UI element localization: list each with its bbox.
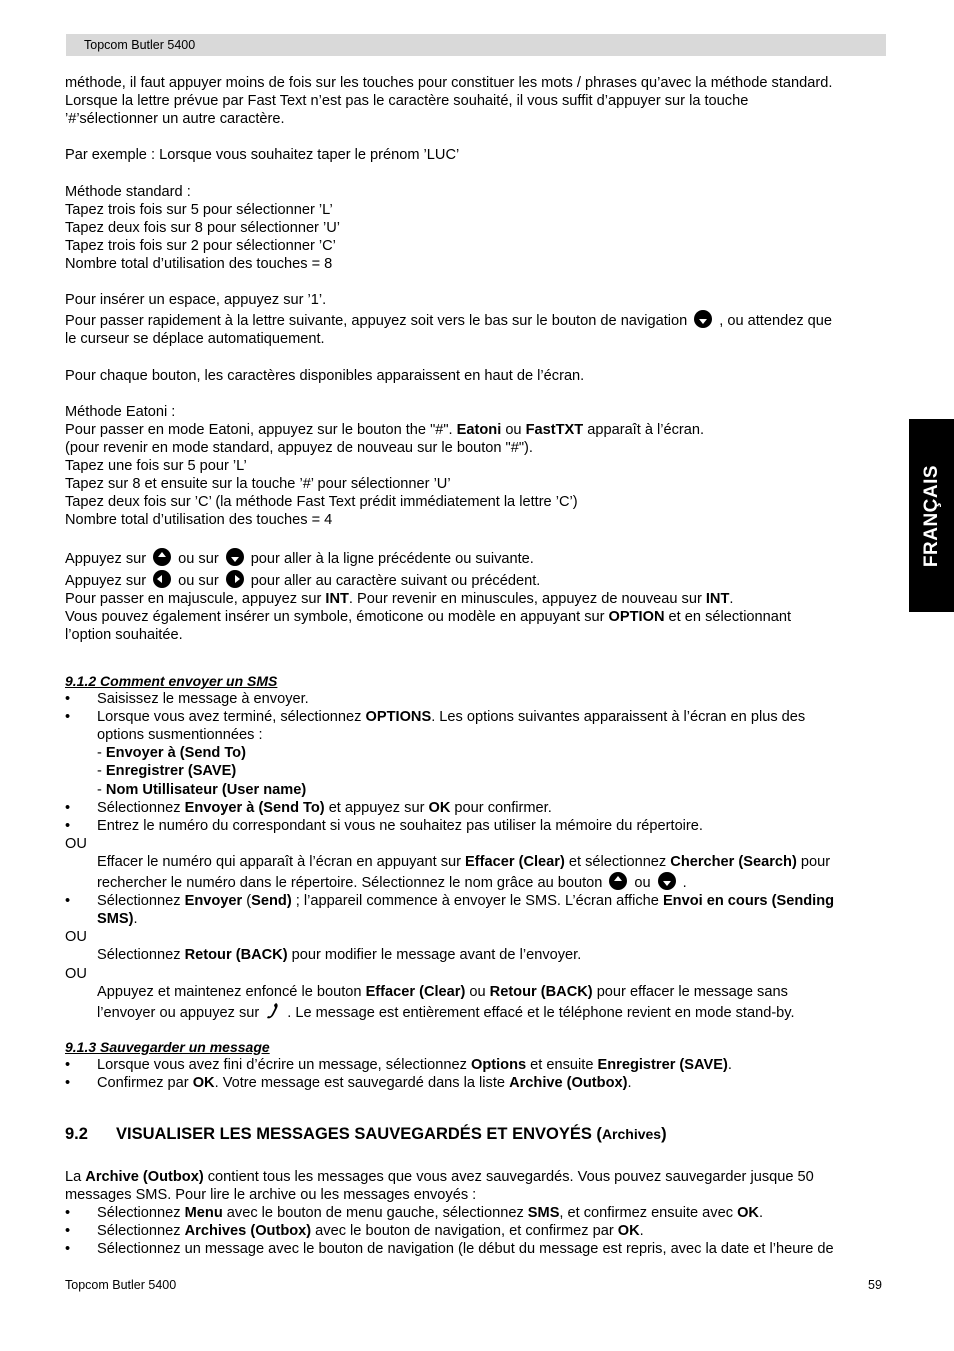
nav-up-icon bbox=[152, 547, 172, 567]
text-line: Sélectionnez Retour (BACK) pour modifier le message avant de l’envoyer. bbox=[97, 947, 582, 964]
list-item: • Sélectionnez Envoyer (Send) ; l’appareil commence à envoyer le SMS. L’écran affiche Envoi en cours (Sending bbox=[65, 893, 835, 910]
list-item: • Sélectionnez Envoyer à (Send To) et appuyez sur OK pour confirmer. bbox=[65, 799, 552, 816]
text-line: Vous pouvez également insérer un symbole, émoticone ou modèle en appuyant sur OPTION et en sélectionnant bbox=[65, 608, 792, 625]
text-line: Lorsque la lettre prévue par Fast Text n’est pas le caractère souhaité, il vous suffit d’appuyer sur la touche bbox=[65, 93, 749, 110]
list-item: • Lorsque vous avez terminé, sélectionnez OPTIONS. Les options suivantes apparaissent à l’écran en plus des bbox=[65, 709, 806, 726]
nav-down-icon bbox=[657, 871, 677, 891]
text-line: Tapez deux fois sur ’C’ (la méthode Fast Text prédit immédiatement la lettre ’C’) bbox=[65, 494, 578, 511]
text-line: Pour passer en majuscule, appuyez sur INT. Pour revenir en minuscules, appuyez de nouveau sur INT. bbox=[65, 590, 734, 607]
list-item: • Sélectionnez Archives (Outbox) avec le bouton de navigation, et confirmez par OK. bbox=[65, 1223, 644, 1240]
text-line: Nombre total d’utilisation des touches = 4 bbox=[65, 512, 333, 529]
nav-right-icon bbox=[225, 569, 245, 589]
section-heading-913: 9.1.3 Sauvegarder un message bbox=[65, 1038, 270, 1055]
text-line: Appuyez et maintenez enfoncé le bouton Effacer (Clear) ou Retour (BACK) pour effacer le message sans bbox=[97, 983, 788, 1000]
text-line: Pour passer en mode Eatoni, appuyez sur le bouton the "#". Eatoni ou FastTXT apparaît à l’écran. bbox=[65, 421, 705, 438]
text-line: OU bbox=[65, 965, 87, 982]
nav-up-icon bbox=[608, 871, 628, 891]
option-item: - Nom Utillisateur (User name) bbox=[97, 781, 307, 798]
page-number: 59 bbox=[868, 1278, 882, 1292]
text-line: Tapez sur 8 et ensuite sur la touche ’#’ pour sélectionner ’U’ bbox=[65, 476, 451, 493]
list-item: • Lorsque vous avez fini d’écrire un message, sélectionnez Options et ensuite Enregistrer (SAVE). bbox=[65, 1056, 732, 1073]
list-item: • Entrez le numéro du correspondant si vous ne souhaitez pas utiliser la mémoire du répertoire. bbox=[65, 817, 703, 834]
text-line: messages SMS. Pour lire le archive ou les messages envoyés : bbox=[65, 1187, 477, 1204]
text-line: SMS). bbox=[97, 911, 138, 928]
text-line: Tapez deux fois sur 8 pour sélectionner ’U’ bbox=[65, 219, 340, 236]
text-line: (pour revenir en mode standard, appuyez de nouveau sur le bouton "#"). bbox=[65, 439, 533, 456]
text-line: OU bbox=[65, 929, 87, 946]
header-title: Topcom Butler 5400 bbox=[84, 38, 196, 52]
text-line: Pour insérer un espace, appuyez sur ’1’. bbox=[65, 292, 327, 309]
list-item: • Confirmez par OK. Votre message est sauvegardé dans la liste Archive (Outbox). bbox=[65, 1074, 632, 1091]
text-line: Appuyez sur ou sur pour aller à la ligne précédente ou suivante. bbox=[65, 547, 887, 568]
text-line: l’option souhaitée. bbox=[65, 626, 183, 643]
text-line: Appuyez sur ou sur pour aller au caractère suivant ou précédent. bbox=[65, 569, 887, 590]
text-line: Par exemple : Lorsque vous souhaitez taper le prénom ’LUC’ bbox=[65, 147, 460, 164]
text-line: l’envoyer ou appuyez sur . Le message est entièrement effacé et le téléphone revient en mode stand-by. bbox=[65, 1001, 887, 1022]
nav-down-icon bbox=[693, 309, 713, 329]
text-line: rechercher le numéro dans le répertoire. Sélectionnez le nom grâce au bouton ou . bbox=[65, 871, 887, 892]
text-line: OU bbox=[65, 835, 87, 852]
language-tab-label: FRANÇAIS bbox=[920, 464, 942, 567]
text-line: Tapez trois fois sur 5 pour sélectionner ’L’ bbox=[65, 201, 333, 218]
text-line: Pour passer rapidement à la lettre suivante, appuyez soit vers le bas sur le bouton de navigation , ou attendez que bbox=[65, 309, 887, 330]
text-line: le curseur se déplace automatiquement. bbox=[65, 331, 325, 348]
text-line: Tapez trois fois sur 2 pour sélectionner ’C’ bbox=[65, 237, 336, 254]
text-line: Méthode standard : bbox=[65, 183, 191, 200]
option-item: - Envoyer à (Send To) bbox=[97, 745, 246, 762]
text-line: Effacer le numéro qui apparaît à l’écran en appuyant sur Effacer (Clear) et sélectionnez Chercher (Search) pour bbox=[97, 853, 831, 870]
footer-title: Topcom Butler 5400 bbox=[65, 1278, 177, 1292]
section-heading-92: 9.2 VISUALISER LES MESSAGES SAUVEGARDÉS ET ENVOYÉS (Archives) bbox=[65, 1125, 667, 1144]
language-tab bbox=[909, 419, 954, 612]
section-heading-912: 9.1.2 Comment envoyer un SMS bbox=[65, 673, 278, 689]
text-line: options susmentionnées : bbox=[97, 727, 263, 744]
text-line: Méthode Eatoni : bbox=[65, 403, 176, 420]
option-item: - Enregistrer (SAVE) bbox=[97, 763, 237, 780]
text-line: ’#’sélectionner un autre caractère. bbox=[65, 111, 285, 128]
list-item: • Saisissez le message à envoyer. bbox=[65, 691, 309, 708]
end-call-icon bbox=[265, 1001, 281, 1021]
text-line: Pour chaque bouton, les caractères disponibles apparaissent en haut de l’écran. bbox=[65, 367, 585, 384]
list-item: • Sélectionnez Menu avec le bouton de menu gauche, sélectionnez SMS, et confirmez ensuite avec OK. bbox=[65, 1205, 764, 1222]
text-line: La Archive (Outbox) contient tous les messages que vous avez sauvegardés. Vous pouvez sauvegarder jusque 50 bbox=[65, 1169, 814, 1186]
text-line: Tapez une fois sur 5 pour ’L’ bbox=[65, 457, 247, 474]
header-bar bbox=[66, 34, 886, 56]
page-content bbox=[65, 74, 887, 1259]
list-item: • Sélectionnez un message avec le bouton de navigation (le début du message est repris, avec la date et l’heure de bbox=[65, 1241, 834, 1258]
nav-down-icon bbox=[225, 547, 245, 567]
text-line: Nombre total d’utilisation des touches = 8 bbox=[65, 255, 333, 272]
text-line: méthode, il faut appuyer moins de fois sur les touches pour constituer les mots / phrases qu’avec la méthode standard. bbox=[65, 75, 833, 91]
nav-left-icon bbox=[152, 569, 172, 589]
